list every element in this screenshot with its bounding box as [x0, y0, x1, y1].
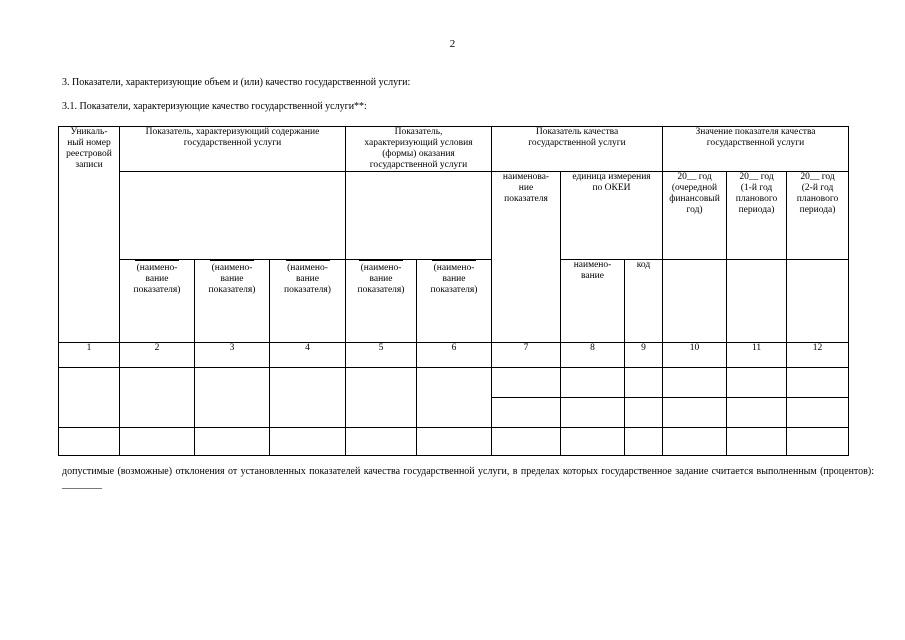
header-unit-okei: единица измерения по ОКЕИ [561, 172, 663, 260]
year-plan-2-blank [787, 260, 849, 343]
table-cell-empty [120, 368, 195, 428]
column-number-10: 10 [663, 343, 727, 368]
table-cell-empty [625, 428, 663, 456]
table-cell-empty [787, 398, 849, 428]
table-cell-empty [663, 368, 727, 398]
table-cell-empty [195, 368, 270, 428]
header-unit-code: код [625, 260, 663, 343]
header-unit-name: наимено- вание [561, 260, 625, 343]
column-number-3: 3 [195, 343, 270, 368]
table-cell-empty [625, 368, 663, 398]
column-number-4: 4 [270, 343, 346, 368]
table-cell-empty [270, 428, 346, 456]
blank-line [286, 260, 330, 261]
header-indicator-col-4: (наимено- вание показателя) [270, 260, 346, 343]
table-cell-empty [346, 428, 417, 456]
header-indicator-col-2: (наимено- вание показателя) [120, 260, 195, 343]
column-number-6: 6 [417, 343, 492, 368]
column-number-11: 11 [727, 343, 787, 368]
table-cell-empty [492, 428, 561, 456]
table-cell-empty [346, 368, 417, 428]
header-conditions-indicator: Показатель, характеризующий условия (формы) оказания государственной услуги [346, 127, 492, 172]
table-cell-empty [663, 398, 727, 428]
table-cell-empty [195, 428, 270, 456]
header-year-current: 20__ год (очередной финансовый год) [663, 172, 727, 260]
header-indicator-col-3: (наимено- вание показателя) [195, 260, 270, 343]
blank-line [135, 260, 179, 261]
page-number: 2 [449, 38, 456, 50]
table-cell-empty [59, 428, 120, 456]
header-quality-indicator: Показатель качества государственной услуги [492, 127, 663, 172]
blank-line [432, 260, 476, 261]
header-unique-number: Уникаль- ный номер реестровой записи [59, 127, 120, 343]
table-cell-empty [727, 428, 787, 456]
table-cell-empty [120, 428, 195, 456]
column-number-9: 9 [625, 343, 663, 368]
section-3-1-title: 3.1. Показатели, характеризующие качество государственной услуги**: [62, 101, 367, 112]
blank-line [359, 260, 403, 261]
table-cell-empty [727, 398, 787, 428]
column-number-2: 2 [120, 343, 195, 368]
year-current-blank [663, 260, 727, 343]
table-cell-empty [492, 368, 561, 398]
table-cell-empty [561, 398, 625, 428]
content-indicator-blank [120, 172, 346, 260]
table-cell-empty [727, 368, 787, 398]
table-cell-empty [787, 368, 849, 398]
blank-line [210, 260, 254, 261]
year-plan-1-blank [727, 260, 787, 343]
quality-indicators-table [58, 126, 849, 456]
header-indicator-value: Значение показателя качества государственной услуги [663, 127, 849, 172]
section-3-title: 3. Показатели, характеризующие объем и (или) качество государственной услуги: [62, 77, 411, 88]
header-indicator-name: наименова- ние показателя [492, 172, 561, 343]
column-number-1: 1 [59, 343, 120, 368]
allowed-deviations-note: допустимые (возможные) отклонения от установленных показателей качества государственной услуги, в пределах которых государственное задание считается выполненным (процентов): ________ [62, 466, 874, 490]
header-indicator-col-5: (наимено- вание показателя) [346, 260, 417, 343]
conditions-indicator-blank [346, 172, 492, 260]
table-cell-empty [59, 368, 120, 428]
table-cell-empty [417, 428, 492, 456]
header-year-plan-1: 20__ год (1-й год планового периода) [727, 172, 787, 260]
table-cell-empty [492, 398, 561, 428]
header-indicator-col-6: (наимено- вание показателя) [417, 260, 492, 343]
column-number-5: 5 [346, 343, 417, 368]
table-cell-empty [561, 368, 625, 398]
column-number-12: 12 [787, 343, 849, 368]
table-cell-empty [417, 368, 492, 428]
table-cell-empty [625, 398, 663, 428]
table-cell-empty [270, 368, 346, 428]
table-cell-empty [561, 428, 625, 456]
header-content-indicator: Показатель, характеризующий содержание государственной услуги [120, 127, 346, 172]
table-cell-empty [663, 428, 727, 456]
header-year-plan-2: 20__ год (2-й год планового периода) [787, 172, 849, 260]
table-cell-empty [787, 428, 849, 456]
column-number-8: 8 [561, 343, 625, 368]
column-number-7: 7 [492, 343, 561, 368]
